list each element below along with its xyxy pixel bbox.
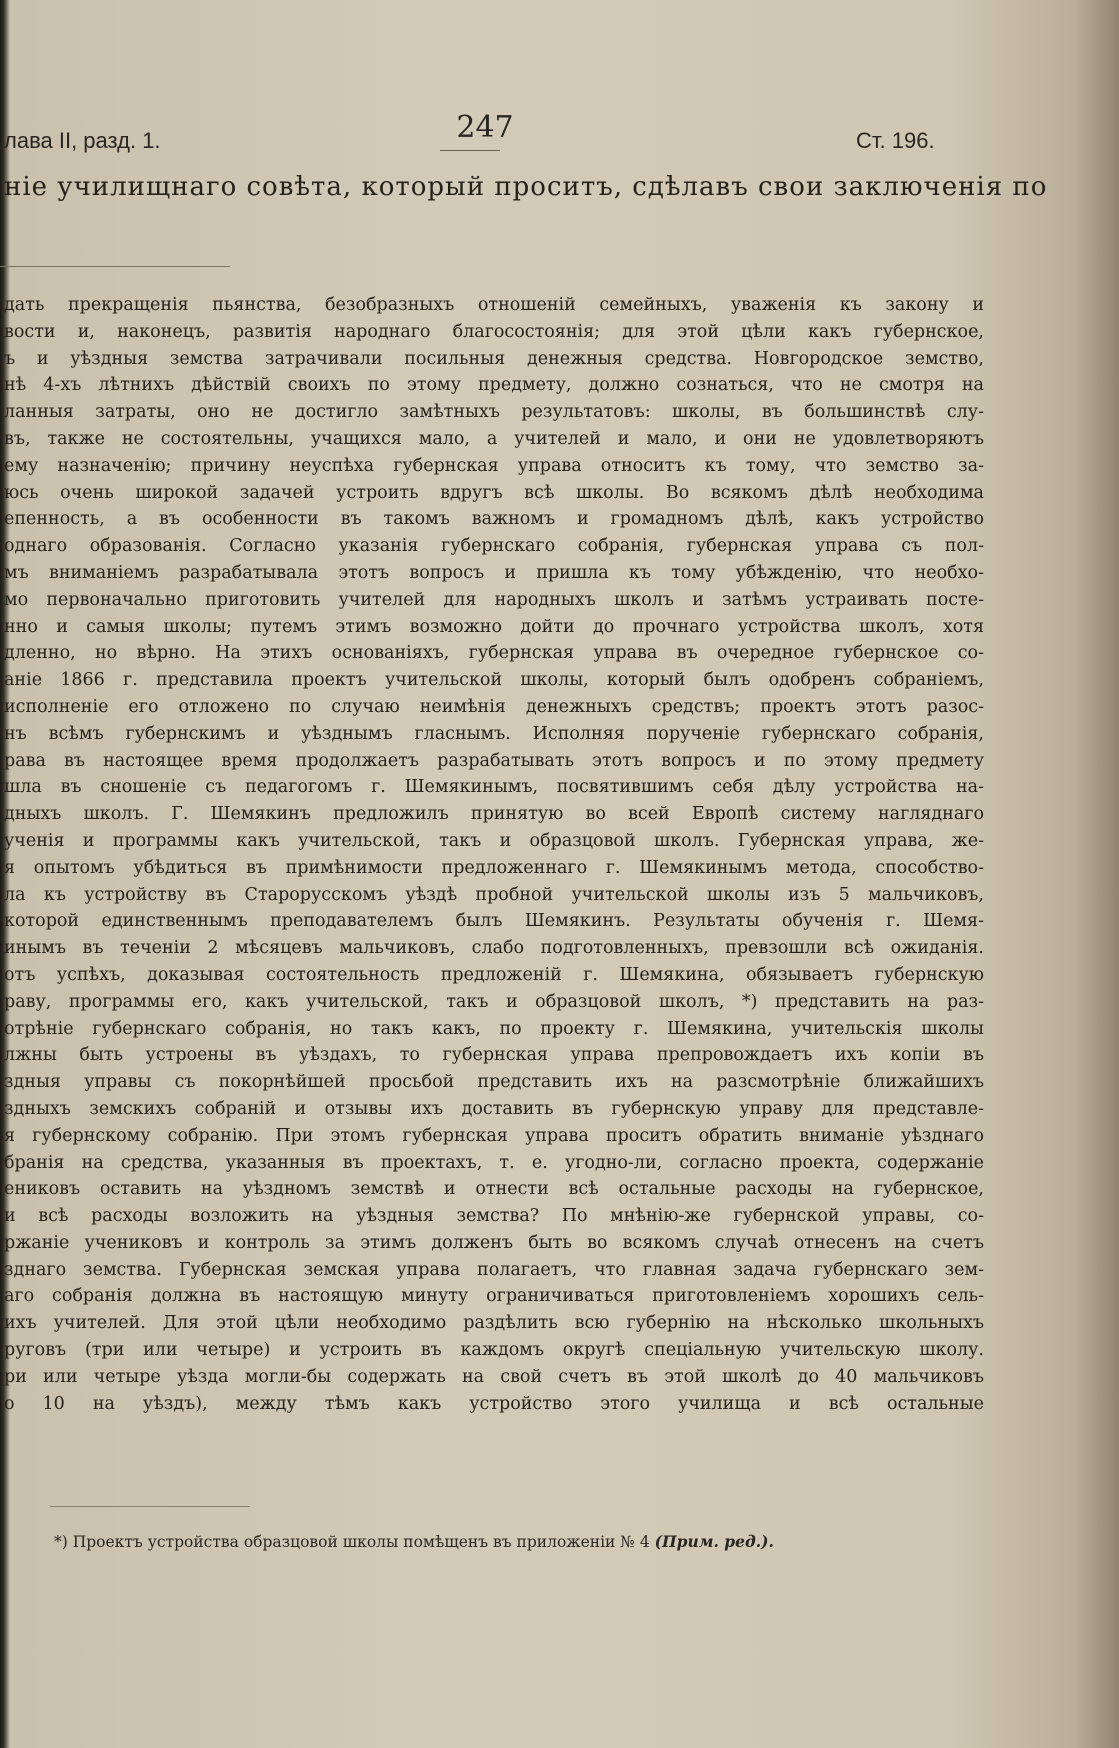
text-line: ениковъ оставить на уѣздномъ земствѣ и отнести всѣ остальные расходы на губернское, [4,1179,984,1200]
text-line: дныхъ школъ. Г. Шемякинъ предложилъ принятую во всей Европѣ систему нагляднаго [4,804,984,825]
section-divider [0,266,230,267]
text-line: нно и самыя школы; путемъ этимъ возможно дойти до прочнаго устройства школъ, хотя [4,616,984,637]
text-line: ихъ учителей. Для этой цѣли необходимо раздѣлить всю губернію на нѣсколько школьныхъ [4,1313,984,1334]
footnote [54,1532,954,1551]
text-line: ъ и уѣздныя земства затрачивали посильныя денежныя средства. Новгородское земство, [4,348,984,369]
text-line: я опытомъ убѣдиться въ примѣнимости предложеннаго г. Шемякинымъ метода, способство- [4,857,984,878]
text-line: ржаніе учениковъ и контроль за этимъ долженъ быть во всякомъ случаѣ отнесенъ на счетъ [4,1232,984,1253]
text-line: лжны быть устроены въ уѣздахъ, то губернская управа препровождаетъ ихъ копіи въ [4,1045,984,1066]
text-line: ланныя затраты, оно не достигло замѣтныхъ результатовъ: школы, въ большинствѣ слу- [4,402,984,423]
text-line: руговъ (три или четыре) и устроить въ каждомъ округѣ спеціальную учительскую школу. [4,1340,984,1361]
text-line: дать прекращенія пьянства, безобразныхъ отношеній семейныхъ, уваженія къ закону и [4,295,984,315]
text-line: и всѣ расходы возложить на уѣздныя земства? По мнѣнію-же губернской управы, со- [4,1206,984,1227]
text-line: мо первоначально приготовить учителей для народныхъ школъ и затѣмъ устраивать посте- [4,589,984,610]
text-line: дленно, но вѣрно. На этихъ основаніяхъ, губернская управа въ очередное губернское со- [4,643,984,664]
article-number: Ст. 196. [856,128,935,153]
text-line: зднаго земства. Губернская земская управа полагаетъ, что главная задача губернскаго зем- [4,1259,984,1280]
text-line: аго собранія должна въ настоящую минуту ограничиваться приготовленіемъ хорошихъ сель- [4,1286,984,1307]
text-line: рава въ настоящее время продолжаетъ разрабатывать этотъ вопросъ и по этому предмету [4,750,984,771]
text-line: юсь очень широкой задачей устроить вдругъ всѣ школы. Во всякомъ дѣлѣ необходима [4,482,984,503]
text-line: отъ успѣхъ, доказывая состоятельность предложеній г. Шемякина, обязываетъ губернскую [4,964,984,985]
text-line: раву, программы его, какъ учительской, такъ и образцовой школъ, *) представить на раз- [4,991,984,1012]
text-line: нъ всѣмъ губернскимъ и уѣзднымъ гласнымъ. Исполняя порученіе губернскаго собранія, [4,723,984,744]
text-line: шла въ сношеніе съ педагогомъ г. Шемякинымъ, посвятившимъ себя дѣлу устройства на- [4,777,984,798]
text-line: я губернскому собранію. При этомъ губернская управа проситъ обратить вниманіе уѣзднаго [4,1125,984,1146]
text-line: вости и, наконецъ, развитія народнаго благосостоянія; для этой цѣли какъ губернское, [4,321,984,342]
text-line: ла къ устройству въ Старорусскомъ уѣздѣ пробной учительской школы изъ 5 мальчиковъ, [4,884,984,905]
text-line: бранія на средства, указанныя въ проектахъ, т. е. угодно-ли, согласно проекта, содержаніе [4,1152,984,1173]
text-line: однаго образованія. Согласно указанія губернскаго собранія, губернская управа съ пол- [4,536,984,557]
page-header [0,110,1119,160]
text-line: въ, также не состоятельны, учащихся мало, а учителей и мало, и они не удовлетворяютъ [4,428,984,449]
footnote-divider [50,1506,250,1507]
text-line: ему назначенію; причину неуспѣха губернская управа относитъ къ тому, что земство за- [4,455,984,476]
text-line: исполненіе его отложено по случаю неимѣнія денежныхъ средствъ; проектъ этотъ разос- [4,696,984,717]
footnote-text: *) Проектъ устройства образцовой школы помѣщенъ въ приложеніи № 4 [54,1533,655,1551]
text-line: ученія и программы какъ учительской, такъ и образцовой школъ. Губернская управа, же- [4,830,984,851]
text-line: ри или четыре уѣзда могли-бы содержать на свой счетъ въ этой школѣ до 40 мальчиковъ [4,1366,984,1387]
page-number-rule [440,150,500,151]
text-line: здныя управы съ покорнѣйшей просьбой представить ихъ на разсмотрѣніе ближайшихъ [4,1072,984,1093]
editor-note: (Прим. ред.). [654,1532,774,1551]
text-line: здныхъ земскихъ собраній и отзывы ихъ доставить въ губернскую управу для представле- [4,1098,984,1119]
text-line: которой единственнымъ преподавателемъ былъ Шемякинъ. Результаты обученія г. Шемя- [4,911,984,932]
text-line: отрѣніе губернскаго собранія, но такъ какъ, по проекту г. Шемякина, учительскія школы [4,1018,984,1039]
text-line: о 10 на уѣздъ), между тѣмъ какъ устройство этого училища и всѣ остальные [4,1393,984,1414]
body-text [4,292,984,1417]
text-line: нѣ 4-хъ лѣтнихъ дѣйствій своихъ по этому предмету, должно сознаться, что не смотря на [4,375,984,396]
text-line: епенность, а въ особенности въ такомъ важномъ и громадномъ дѣлѣ, какъ устройство [4,509,984,530]
page-number: 247 [456,110,514,145]
text-line: мъ вниманіемъ разрабатывала этотъ вопросъ и пришла къ тому убѣжденію, что необхо- [4,562,984,583]
intro-line: ніе училищнаго совѣта, который проситъ, сдѣлавъ свои заключенія по [4,172,1048,202]
text-line: инымъ въ теченіи 2 мѣсяцевъ мальчиковъ, слабо подготовленныхъ, превзошли всѣ ожиданія. [4,938,984,959]
chapter-section-label: лава II, разд. 1. [4,128,161,153]
text-line: аніе 1866 г. представила проектъ учительской школы, который былъ одобренъ собраніемъ, [4,670,984,691]
